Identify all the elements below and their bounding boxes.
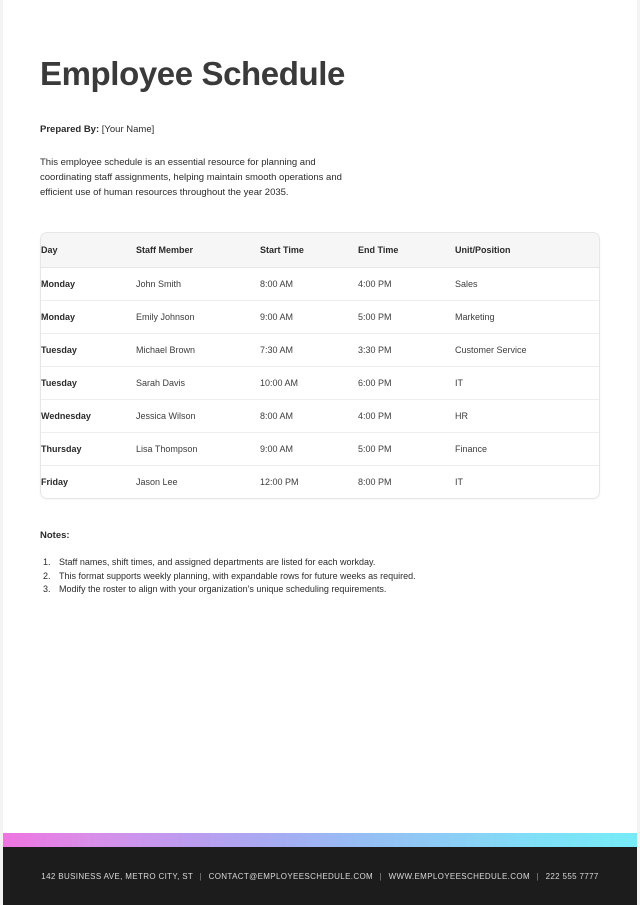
intro-paragraph: This employee schedule is an essential resource for planning and coordinating staff assignments, helping maintain smooth operations and efficient use of human resources throughout the year 2035. (40, 156, 342, 198)
footer-email: CONTACT@EMPLOYEESCHEDULE.COM (208, 871, 374, 881)
prepared-by-value: [Your Name] (101, 124, 155, 136)
footer-phone: 222 555 7777 (545, 871, 599, 881)
column-header-unit-position: Unit/Position (455, 233, 599, 268)
cell-unit-position: Marketing (455, 300, 599, 333)
cell-day: Monday (41, 267, 136, 300)
cell-end-time: 5:00 PM (358, 432, 455, 465)
note-item: This format supports weekly planning, with expandable rows for future weeks as required. (59, 570, 416, 581)
cell-staff-member: Michael Brown (136, 333, 260, 366)
cell-day: Tuesday (41, 333, 136, 366)
cell-start-time: 7:30 AM (260, 333, 358, 366)
schedule-table-card (40, 232, 600, 499)
cell-end-time: 5:00 PM (358, 300, 455, 333)
cell-end-time: 6:00 PM (358, 366, 455, 399)
table-row (41, 366, 599, 399)
footer-contact-text (41, 872, 598, 881)
table-row (41, 300, 599, 333)
footer-separator-2: | (379, 871, 383, 881)
cell-end-time: 4:00 PM (358, 267, 455, 300)
cell-unit-position: Customer Service (455, 333, 599, 366)
cell-staff-member: Sarah Davis (136, 366, 260, 399)
note-item: Modify the roster to align with your organization's unique scheduling requirements. (59, 584, 387, 595)
cell-staff-member: Jason Lee (136, 476, 178, 487)
schedule-table-head (41, 233, 599, 268)
cell-staff-member: Lisa Thompson (136, 432, 260, 465)
column-header-end-time: End Time (358, 233, 455, 268)
notes-section (40, 530, 600, 598)
cell-start-time: 9:00 AM (260, 300, 358, 333)
footer-contact-bar (0, 847, 640, 905)
cell-day: Monday (41, 300, 136, 333)
cell-end-time: 4:00 PM (358, 399, 455, 432)
cell-unit-position: HR (455, 399, 599, 432)
schedule-table (41, 233, 599, 498)
table-row (41, 432, 599, 465)
cell-unit-position: Sales (455, 267, 599, 300)
note-item: Staff names, shift times, and assigned departments are listed for each workday. (59, 556, 376, 567)
cell-end-time: 8:00 PM (358, 476, 392, 487)
cell-start-time: 8:00 AM (260, 399, 358, 432)
column-header-staff-member: Staff Member (136, 233, 260, 268)
cell-staff-member: John Smith (136, 267, 260, 300)
table-header-row (41, 233, 599, 268)
cell-unit-position: Finance (455, 432, 599, 465)
prepared-by-label: Prepared By: (40, 124, 100, 136)
notes-list (40, 556, 600, 598)
schedule-table-body (41, 267, 599, 498)
cell-day: Thursday (41, 432, 136, 465)
column-header-day: Day (41, 233, 136, 268)
table-row (41, 267, 599, 300)
footer-separator-3: | (536, 871, 539, 881)
cell-start-time: 12:00 PM (260, 476, 299, 487)
table-row (41, 333, 599, 366)
cell-unit-position: IT (455, 476, 463, 487)
footer-website: WWW.EMPLOYEESCHEDULE.COM (388, 871, 530, 881)
cell-day: Tuesday (41, 366, 136, 399)
prepared-by-line (40, 123, 600, 136)
cell-start-time: 9:00 AM (260, 432, 358, 465)
cell-end-time: 3:30 PM (358, 333, 455, 366)
page-footer (0, 833, 640, 905)
footer-separator-1: | (199, 871, 203, 881)
gradient-divider-bar (0, 833, 640, 847)
cell-staff-member: Jessica Wilson (136, 399, 260, 432)
cell-start-time: 8:00 AM (260, 267, 358, 300)
column-header-start-time: Start Time (260, 233, 358, 268)
page-title: Employee Schedule (40, 55, 345, 92)
cell-start-time: 10:00 AM (260, 366, 358, 399)
cell-unit-position: IT (455, 366, 599, 399)
notes-title: Notes: (40, 529, 70, 541)
table-row (41, 399, 599, 432)
cell-day: Wednesday (41, 399, 136, 432)
footer-address: 142 BUSINESS AVE, METRO CITY, ST (41, 871, 193, 881)
table-row (41, 465, 599, 498)
cell-staff-member: Emily Johnson (136, 300, 260, 333)
cell-day: Friday (41, 476, 69, 487)
